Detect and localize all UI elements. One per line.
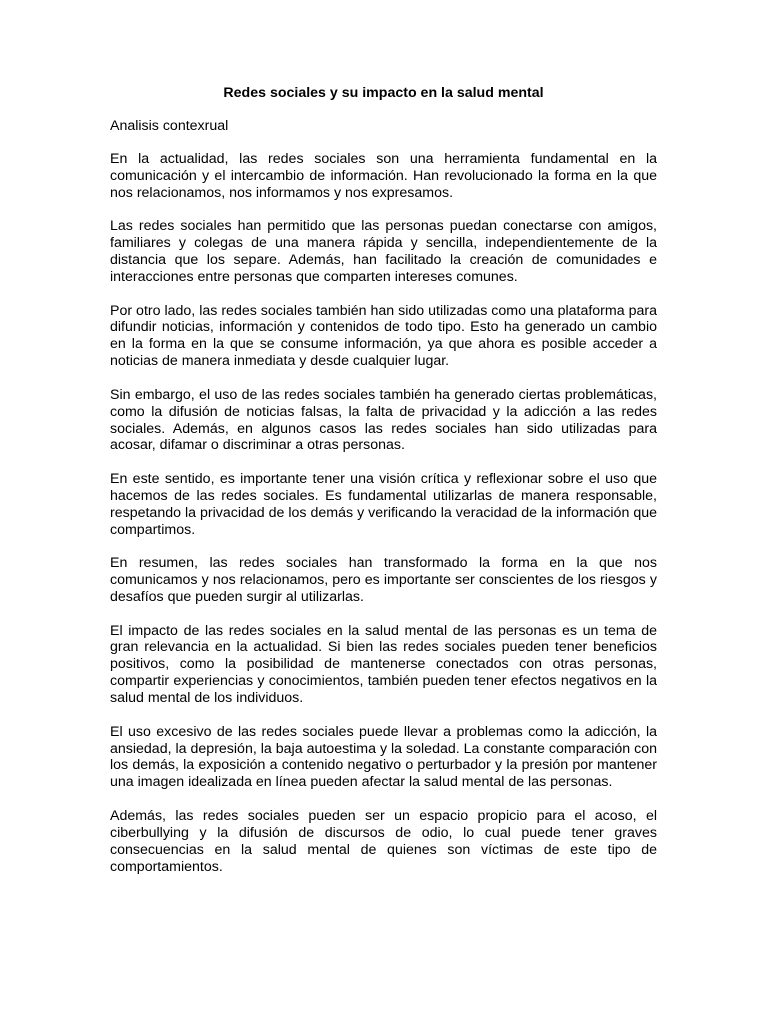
paragraph-1: En la actualidad, las redes sociales son una herramienta fundamental en la comunicación y el intercambio de información. Han revolucionado la forma en la que nos relacionamos, nos informamos y nos expresamos. <box>110 151 657 201</box>
paragraph-2: Las redes sociales han permitido que las personas puedan conectarse con amigos, familiares y colegas de una manera rápida y sencilla, independientemente de la distancia que los separe. Además, han facilitado la creación de comunidades e interacciones entre personas que comparten intereses comunes. <box>110 218 657 286</box>
paragraph-7: El impacto de las redes sociales en la salud mental de las personas es un tema de gran relevancia en la actualidad. Si bien las redes sociales pueden tener beneficios positivos, como la posibilidad de mantenerse conectados con otras personas, compartir experiencias y conocimientos, también pueden tener efectos negativos en la salud mental de los individuos. <box>110 622 657 707</box>
paragraph-8: El uso excesivo de las redes sociales puede llevar a problemas como la adicción, la ansiedad, la depresión, la baja autoestima y la soledad. La constante comparación con los demás, la exposición a contenido negativo o perturbador y la presión por mantener una imagen idealizada en línea pueden afectar la salud mental de las personas. <box>110 723 657 791</box>
paragraph-4: Sin embargo, el uso de las redes sociales también ha generado ciertas problemáticas, como la difusión de noticias falsas, la falta de privacidad y la adicción a las redes sociales. Además, en algunos casos las redes sociales han sido utilizadas para acosar, difamar o discriminar a otras personas. <box>110 386 657 454</box>
paragraph-6: En resumen, las redes sociales han transformado la forma en la que nos comunicamos y nos relacionamos, pero es importante ser conscientes de los riesgos y desafíos que pueden surgir al utilizarlas. <box>110 555 657 605</box>
paragraph-3: Por otro lado, las redes sociales también han sido utilizadas como una plataforma para difundir noticias, información y contenidos de todo tipo. Esto ha generado un cambio en la forma en la que se consume información, ya que ahora es posible acceder a noticias de manera inmediata y desde cualquier lugar. <box>110 302 657 370</box>
document-page <box>110 85 657 892</box>
paragraph-9: Además, las redes sociales pueden ser un espacio propicio para el acoso, el ciberbullying y la difusión de discursos de odio, lo cual puede tener graves consecuencias en la salud mental de quienes son víctimas de este tipo de comportamientos. <box>110 807 657 875</box>
paragraph-5: En este sentido, es importante tener una visión crítica y reflexionar sobre el uso que hacemos de las redes sociales. Es fundamental utilizarlas de manera responsable, respetando la privacidad de los demás y verificando la veracidad de la información que compartimos. <box>110 470 657 538</box>
document-title: Redes sociales y su impacto en la salud mental <box>223 85 544 101</box>
section-label: Analisis contexrual <box>110 118 229 134</box>
